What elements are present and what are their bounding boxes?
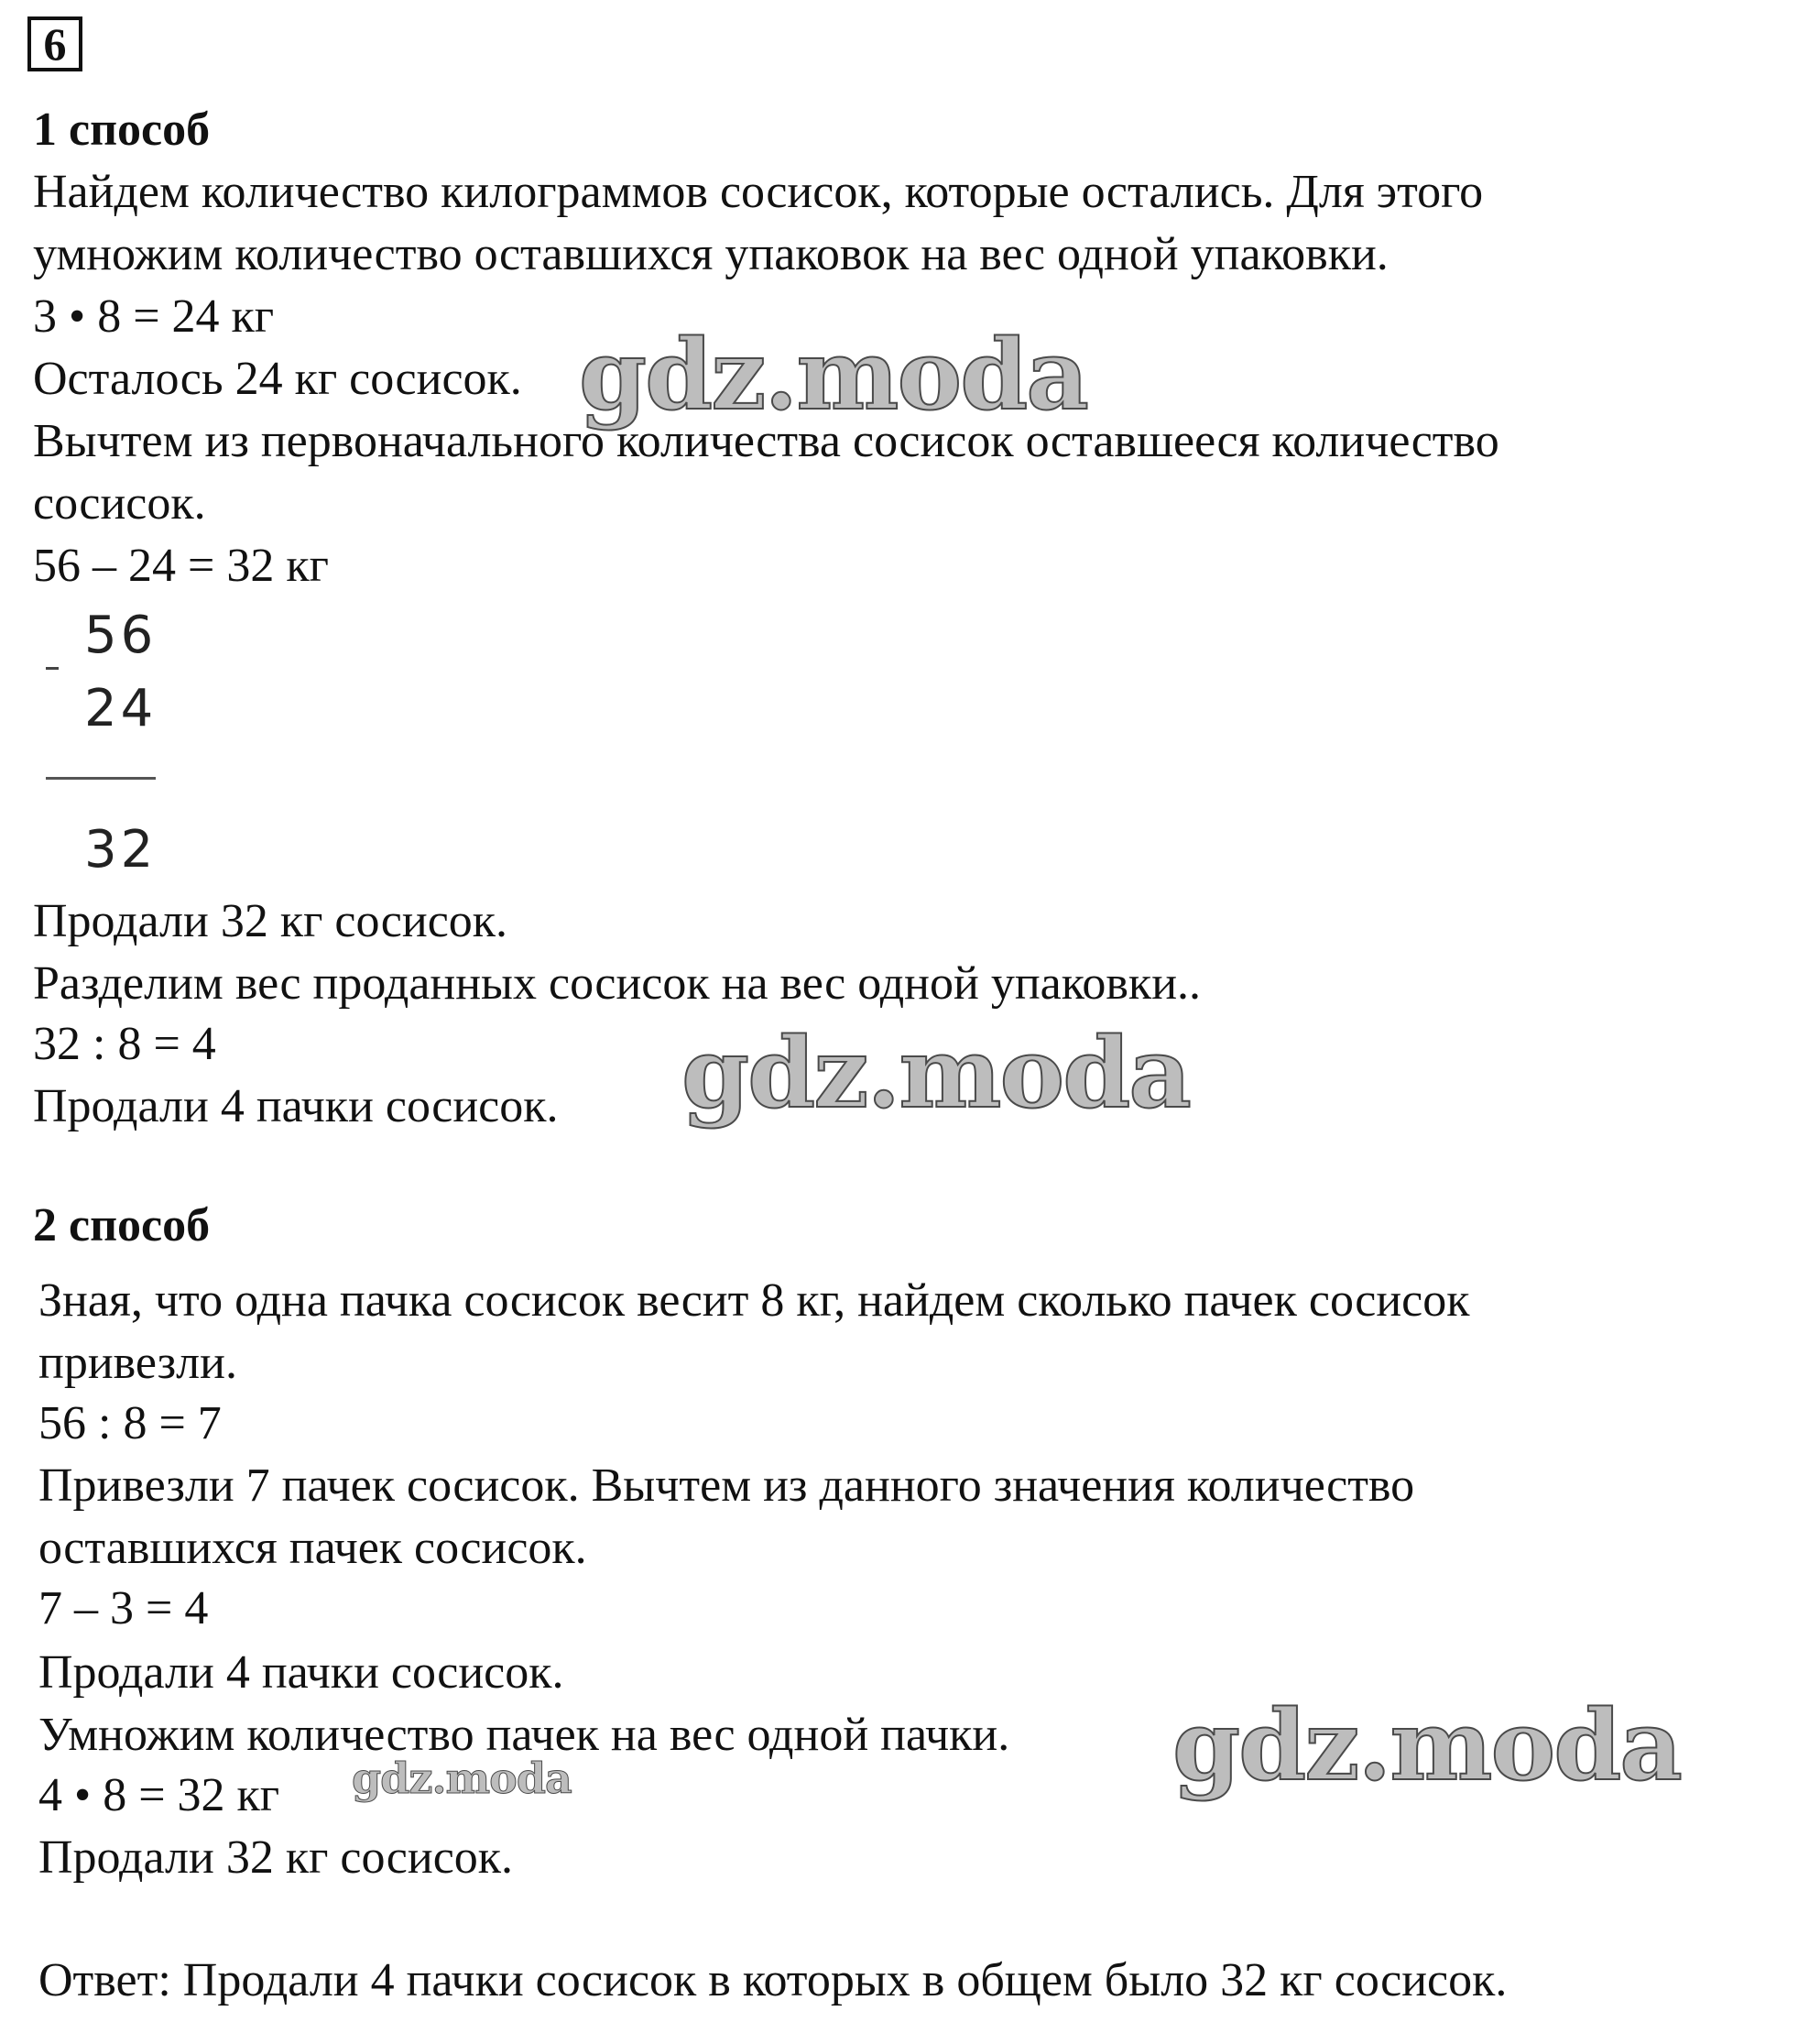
method2-line-4: Привезли 7 пачек сосисок. Вычтем из данного значения количество — [38, 1459, 1415, 1512]
method2-line-5: оставшихся пачек сосисок. — [38, 1522, 587, 1574]
method1-line-2: умножим количество оставшихся упаковок на вес одной упаковки. — [33, 228, 1389, 280]
column-result: 32 — [84, 820, 158, 880]
method2-line-10: Продали 32 кг сосисок. — [38, 1831, 514, 1884]
method1-line-9: Разделим вес проданных сосисок на вес одной упаковки.. — [33, 957, 1202, 1010]
column-minus-sign — [46, 667, 59, 670]
method1-title: 1 способ — [33, 104, 211, 156]
column-subtrahend: 24 — [84, 679, 158, 738]
watermark-logo-small: gdz.moda — [352, 1754, 572, 1803]
method2-line-1: Зная, что одна пачка сосисок весит 8 кг, найдем сколько пачек сосисок — [38, 1274, 1470, 1327]
method1-line-11: Продали 4 пачки сосисок. — [33, 1080, 559, 1132]
task-number-box: 6 — [27, 16, 82, 71]
method2-line-8: Умножим количество пачек на вес одной пачки. — [38, 1709, 1010, 1761]
method1-line-8: Продали 32 кг сосисок. — [33, 895, 508, 947]
method2-equation-1: 56 : 8 = 7 — [38, 1397, 222, 1449]
method1-equation-1: 3 • 8 = 24 кг — [33, 290, 275, 343]
method2-equation-2: 7 – 3 = 4 — [38, 1582, 209, 1634]
method1-line-1: Найдем количество килограммов сосисок, которые остались. Для этого — [33, 166, 1484, 218]
method1-line-6: сосисок. — [33, 477, 206, 530]
watermark-logo: gdz.moda — [681, 1015, 1190, 1130]
method2-equation-3: 4 • 8 = 32 кг — [38, 1769, 280, 1821]
method2-line-7: Продали 4 пачки сосисок. — [38, 1646, 564, 1699]
method1-line-5: Вычтем из первоначального количества сосисок оставшееся количество — [33, 415, 1499, 467]
method2-title: 2 способ — [33, 1199, 211, 1252]
watermark-logo: gdz.moda — [1172, 1688, 1681, 1802]
watermark-logo: gdz.moda — [579, 317, 1087, 432]
method1-line-4: Осталось 24 кг сосисок. — [33, 353, 522, 405]
method1-equation-2: 56 – 24 = 32 кг — [33, 540, 329, 592]
column-rule — [46, 777, 156, 780]
answer: Ответ: Продали 4 пачки сосисок в которых в общем было 32 кг сосисок. — [38, 1954, 1508, 2006]
column-minuend: 56 — [84, 606, 158, 665]
method2-line-2: привезли. — [38, 1337, 237, 1389]
method1-equation-3: 32 : 8 = 4 — [33, 1018, 216, 1070]
